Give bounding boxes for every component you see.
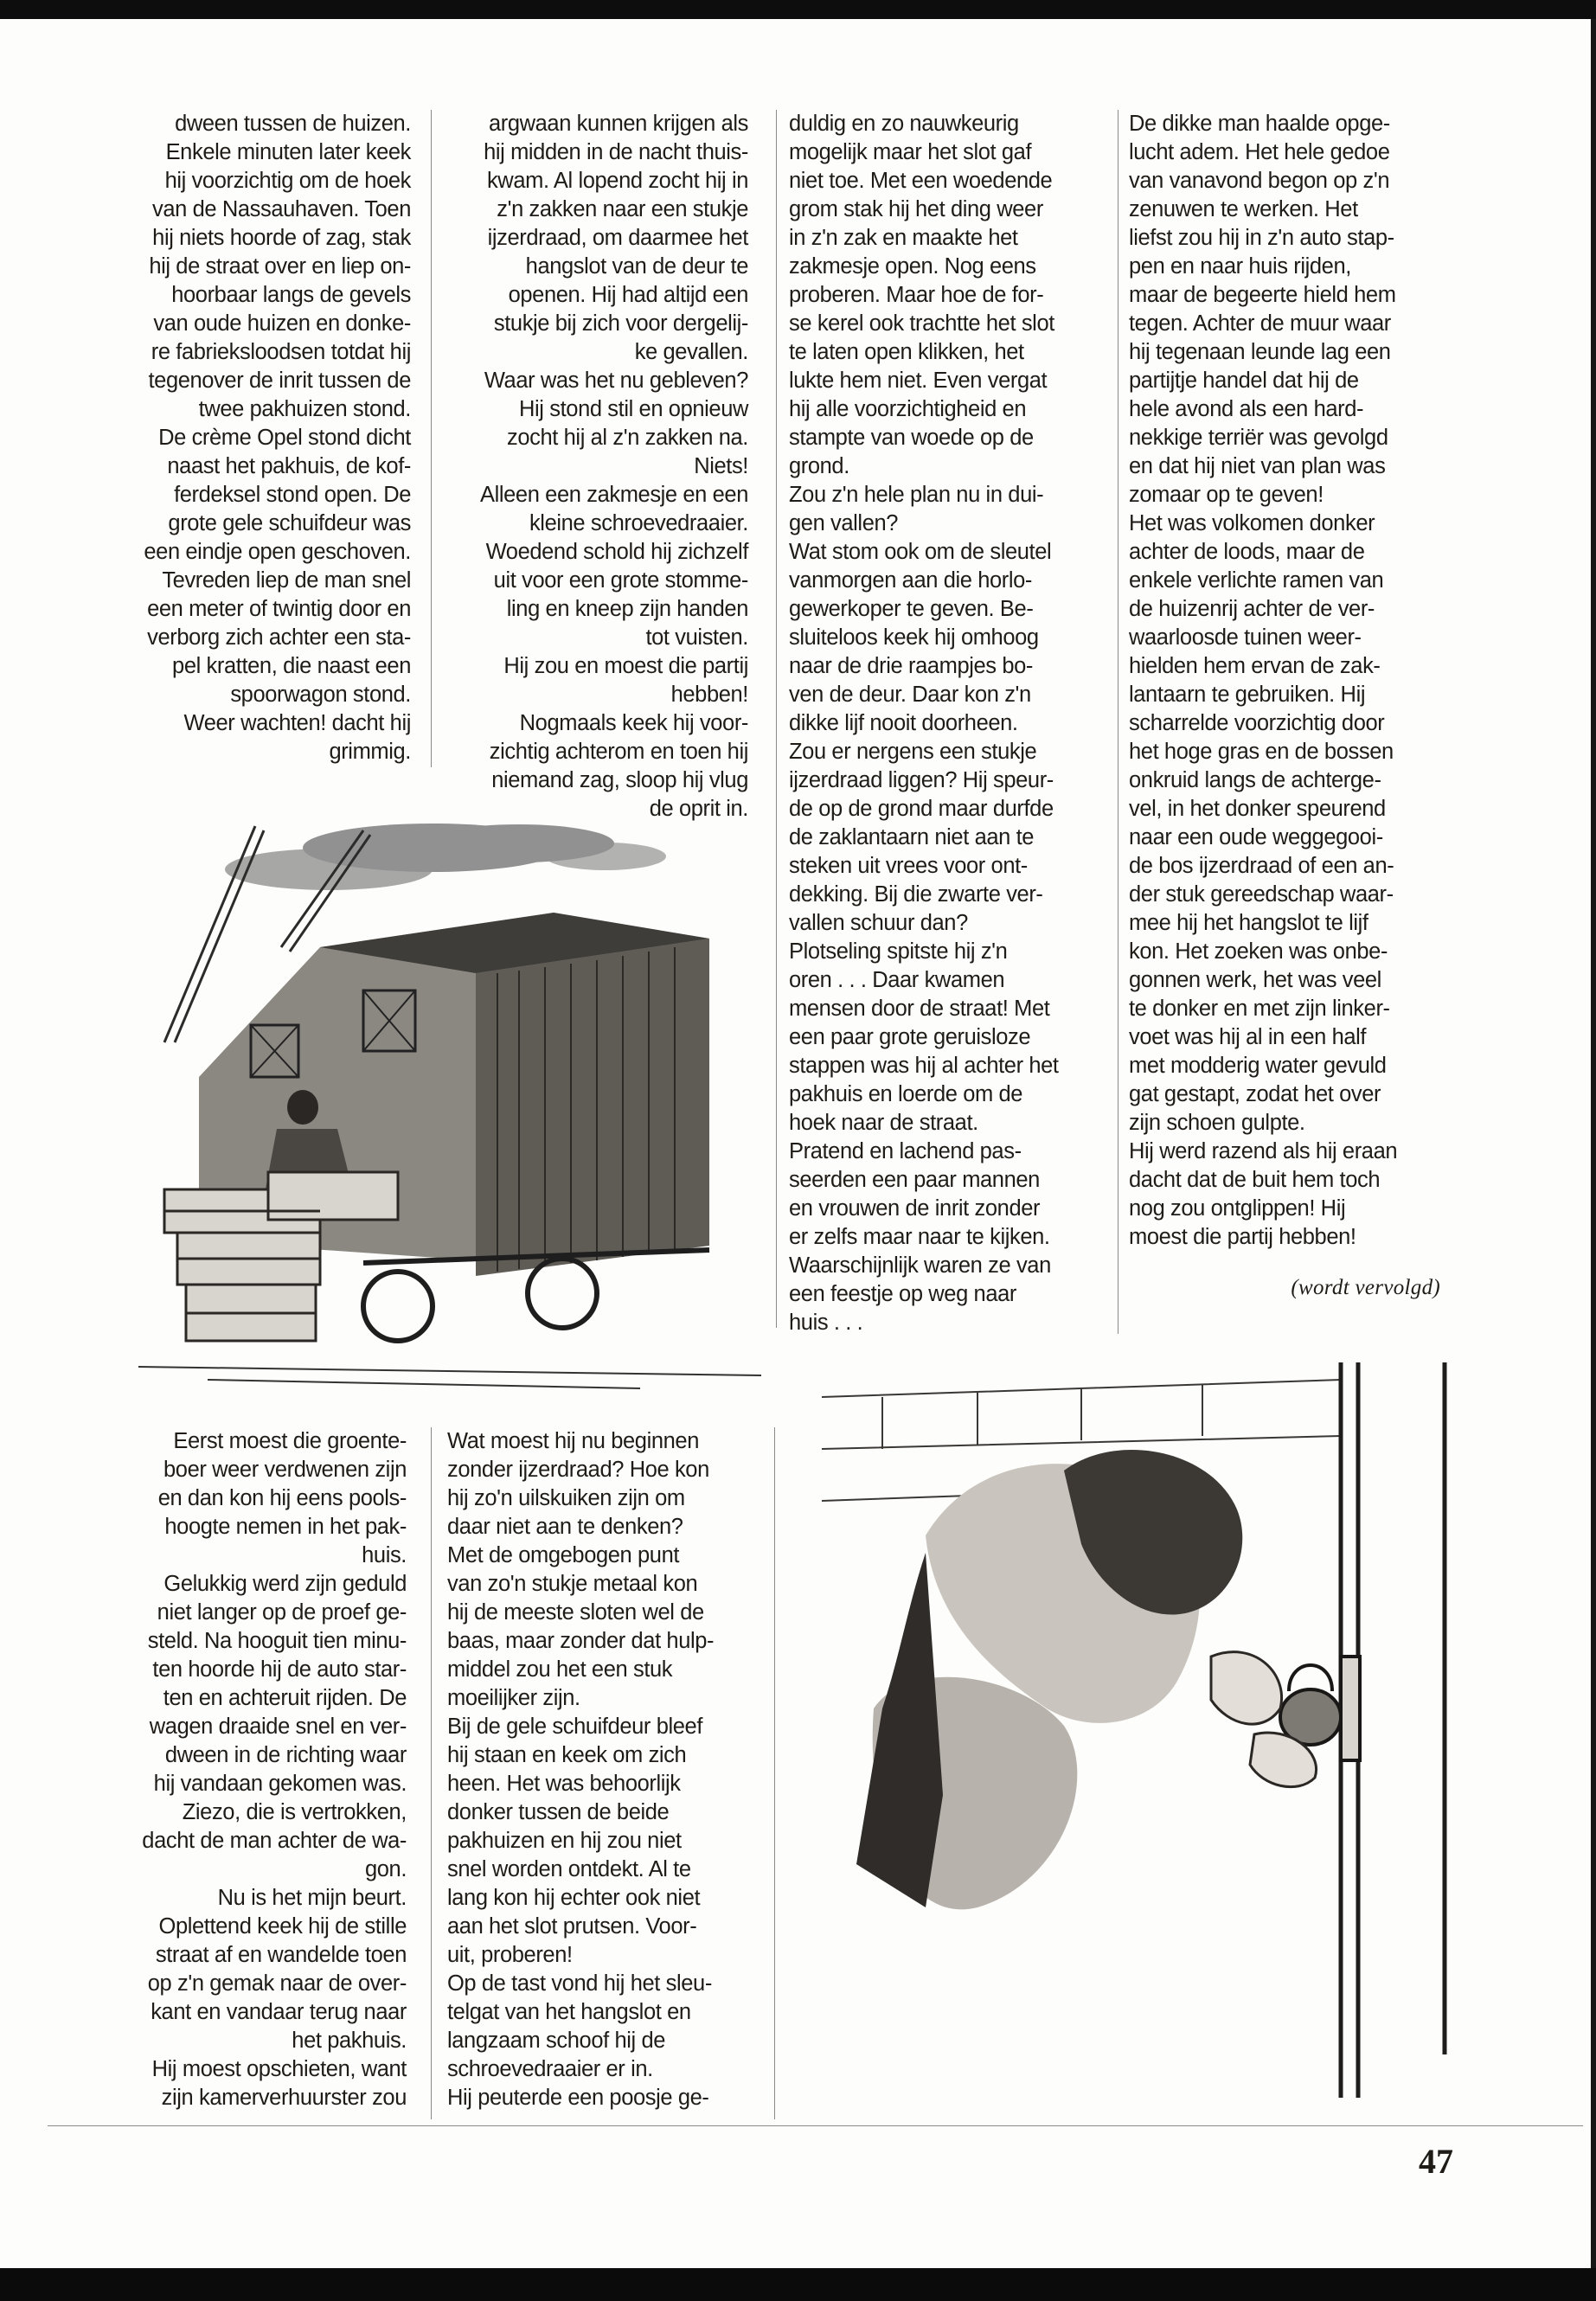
text-line: hoorbaar langs de gevels bbox=[171, 283, 411, 307]
text-line: wagen draaide snel en ver- bbox=[149, 1715, 407, 1739]
text-line: te donker en met zijn linker- bbox=[1129, 997, 1390, 1021]
text-line: zijn schoen gulpte. bbox=[1129, 1111, 1305, 1135]
text-line: voet was hij al in een half bbox=[1129, 1025, 1367, 1049]
text-line: een paar grote geruisloze bbox=[789, 1025, 1031, 1049]
text-line: op z'n gemak naar de over- bbox=[147, 1971, 407, 1996]
text-line: straat af en wandelde toen bbox=[155, 1943, 407, 1967]
text-line: uit, proberen! bbox=[447, 1943, 573, 1967]
text-line: dacht dat de buit hem toch bbox=[1129, 1168, 1381, 1192]
text-line: hij de straat over en liep on- bbox=[149, 254, 411, 279]
text-line: pakhuizen en hij zou niet bbox=[447, 1829, 682, 1853]
text-line: Nogmaals keek hij voor- bbox=[519, 711, 748, 735]
continued-note: (wordt vervolgd) bbox=[1291, 1276, 1440, 1299]
text-line: Niets! bbox=[694, 454, 748, 478]
text-line: schroevedraaier er in. bbox=[447, 2057, 653, 2081]
text-line: twee pakhuizen stond. bbox=[198, 397, 411, 421]
text-line: ten hoorde hij de auto star- bbox=[152, 1657, 407, 1682]
text-line: en dan kon hij eens pools- bbox=[157, 1486, 407, 1510]
text-line: Plotseling spitste hij z'n bbox=[789, 939, 1008, 964]
text-line: moest die partij hebben! bbox=[1129, 1225, 1356, 1249]
scan-border-top bbox=[0, 0, 1596, 19]
text-line: en vrouwen de inrit zonder bbox=[789, 1196, 1041, 1221]
text-line: tot vuisten. bbox=[645, 625, 748, 650]
text-line: achter de loods, maar de bbox=[1129, 540, 1365, 564]
text-line: dacht de man achter de wa- bbox=[142, 1829, 407, 1853]
text-line: Met de omgebogen punt bbox=[447, 1543, 680, 1567]
text-line: proberen. Maar hoe de for- bbox=[789, 283, 1044, 307]
text-line: Zou z'n hele plan nu in dui- bbox=[789, 483, 1044, 507]
scan-border-right bbox=[1591, 19, 1596, 2268]
text-line: van zo'n stukje metaal kon bbox=[447, 1572, 698, 1596]
smoke-cloud bbox=[225, 824, 666, 890]
text-line: dween in de richting waar bbox=[164, 1743, 407, 1767]
text-line: Op de tast vond hij het sleu- bbox=[447, 1971, 712, 1996]
text-line: spoorwagon stond. bbox=[230, 683, 411, 707]
text-line: hij staan en keek om zich bbox=[447, 1743, 687, 1767]
column-4 bbox=[1129, 110, 1440, 1252]
text-line: enkele verlichte ramen van bbox=[1129, 568, 1384, 593]
text-line: de zaklantaarn niet aan te bbox=[789, 825, 1035, 849]
text-line: Pratend en lachend pas- bbox=[789, 1139, 1022, 1163]
text-line: zocht hij al z'n zakken na. bbox=[507, 426, 748, 450]
top-column-1 bbox=[99, 110, 411, 766]
text-line: een feestje op weg naar bbox=[789, 1282, 1016, 1306]
text-line: stampte van woede op de bbox=[789, 426, 1034, 450]
text-line: een eindje open geschoven. bbox=[144, 540, 411, 564]
text-line: hangslot van de deur te bbox=[525, 254, 748, 279]
text-line: lukte hem niet. Even vergat bbox=[789, 369, 1048, 393]
text-line: ijzerdraad liggen? Hij speur- bbox=[789, 768, 1054, 792]
text-line: gonnen werk, het was veel bbox=[1129, 968, 1381, 992]
text-line: en dat hij niet van plan was bbox=[1129, 454, 1386, 478]
text-line: zichtig achterom en toen hij bbox=[489, 740, 748, 764]
text-line: daar niet aan te denken? bbox=[447, 1515, 683, 1539]
text-line: Ziezo, die is vertrokken, bbox=[182, 1800, 407, 1824]
text-line: De dikke man haalde opge- bbox=[1129, 112, 1390, 136]
text-line: hele avond als een hard- bbox=[1129, 397, 1364, 421]
text-line: grote gele schuifdeur was bbox=[168, 511, 411, 535]
text-line: grond. bbox=[789, 454, 849, 478]
text-line: Eerst moest die groente- bbox=[173, 1429, 407, 1453]
column-rule bbox=[431, 1427, 432, 2119]
text-line: Hij werd razend als hij eraan bbox=[1129, 1139, 1398, 1163]
text-line: Het was volkomen donker bbox=[1129, 511, 1375, 535]
bottom-column-2 bbox=[447, 1427, 759, 2112]
text-line: boer weer verdwenen zijn bbox=[163, 1458, 407, 1482]
text-line: Hij zou en moest die partij bbox=[503, 654, 748, 678]
page-number: 47 bbox=[1419, 2142, 1453, 2181]
text-line: hoogte nemen in het pak- bbox=[164, 1515, 407, 1539]
text-line: Tevreden liep de man snel bbox=[162, 568, 411, 593]
text-line: ijzerdraad, om daarmee het bbox=[487, 226, 748, 250]
column-rule bbox=[431, 110, 432, 767]
text-line: stappen was hij al achter het bbox=[789, 1054, 1059, 1078]
text-line: mensen door de straat! Met bbox=[789, 997, 1050, 1021]
text-line: Enkele minuten later keek bbox=[165, 140, 411, 164]
text-line: Gelukkig werd zijn geduld bbox=[163, 1572, 407, 1596]
text-line: kon. Het zoeken was onbe- bbox=[1129, 939, 1388, 964]
text-line: partijtje handel dat hij de bbox=[1129, 369, 1359, 393]
text-line: hielden hem ervan de zak- bbox=[1129, 654, 1381, 678]
text-line: hij midden in de nacht thuis- bbox=[484, 140, 748, 164]
text-line: pakhuis en loerde om de bbox=[789, 1082, 1023, 1106]
text-line: donker tussen de beide bbox=[447, 1800, 670, 1824]
text-line: hij tegenaan leunde lag een bbox=[1129, 340, 1391, 364]
text-line: de huizenrij achter de ver- bbox=[1129, 597, 1375, 621]
text-line: tegenover de inrit tussen de bbox=[148, 369, 411, 393]
text-line: uit voor een grote stomme- bbox=[493, 568, 748, 593]
text-line: er zelfs maar naar te kijken. bbox=[789, 1225, 1050, 1249]
text-line: moeilijker zijn. bbox=[447, 1686, 580, 1710]
text-line: Hij peuterde een poosje ge- bbox=[447, 2086, 709, 2110]
text-line: langzaam schoof hij de bbox=[447, 2029, 666, 2053]
text-line: vallen schuur dan? bbox=[789, 911, 968, 935]
text-line: z'n zakken naar een stukje bbox=[497, 197, 748, 221]
railway-wagon-illustration bbox=[104, 809, 779, 1406]
text-line: in z'n zak en maakte het bbox=[789, 226, 1018, 250]
text-line: niet langer op de proef ge- bbox=[157, 1600, 407, 1625]
text-line: sluiteloos keek hij omhoog bbox=[789, 625, 1039, 650]
text-line: oren . . . Daar kwamen bbox=[789, 968, 1005, 992]
text-line: het pakhuis. bbox=[292, 2029, 407, 2053]
text-line: De crème Opel stond dicht bbox=[158, 426, 411, 450]
text-line: huis . . . bbox=[789, 1311, 863, 1335]
text-line: een meter of twintig door en bbox=[147, 597, 411, 621]
text-line: aan het slot prutsen. Voor- bbox=[447, 1914, 697, 1939]
text-line: scharrelde voorzichtig door bbox=[1129, 711, 1385, 735]
text-line: heen. Het was behoorlijk bbox=[447, 1772, 681, 1796]
text-line: kant en vandaar terug naar bbox=[151, 2000, 407, 2024]
text-line: snel worden ontdekt. Al te bbox=[447, 1857, 691, 1881]
text-line: Hij moest opschieten, want bbox=[151, 2057, 407, 2081]
text-line: seerden een paar mannen bbox=[789, 1168, 1040, 1192]
text-line: niemand zag, sloop hij vlug bbox=[491, 768, 748, 792]
text-line: baas, maar zonder dat hulp- bbox=[447, 1629, 715, 1653]
text-line: Wat stom ook om de sleutel bbox=[789, 540, 1052, 564]
text-line: waarloosde tuinen weer- bbox=[1129, 625, 1362, 650]
text-line: hij niets hoorde of zag, stak bbox=[152, 226, 411, 250]
text-line: gewerkoper te geven. Be- bbox=[789, 597, 1034, 621]
text-line: Bij de gele schuifdeur bleef bbox=[447, 1715, 702, 1739]
text-line: vanmorgen aan die horlo- bbox=[789, 568, 1032, 593]
text-line: ke gevallen. bbox=[634, 340, 748, 364]
text-line: mogelijk maar het slot gaf bbox=[789, 140, 1032, 164]
text-line: Waarschijnlijk waren ze van bbox=[789, 1253, 1051, 1278]
text-line: lucht adem. Het hele gedoe bbox=[1129, 140, 1390, 164]
text-line: zomaar op te geven! bbox=[1129, 483, 1324, 507]
text-line: nekkige terriër was gevolgd bbox=[1129, 426, 1388, 450]
text-line: hij zo'n uilskuiken zijn om bbox=[447, 1486, 685, 1510]
text-line: zakmesje open. Nog eens bbox=[789, 254, 1036, 279]
text-line: Weer wachten! dacht hij bbox=[183, 711, 411, 735]
text-line: zijn kamerverhuurster zou bbox=[161, 2086, 407, 2110]
text-line: stukje bij zich voor dergelij- bbox=[493, 311, 748, 336]
text-line: Hij stond stil en opnieuw bbox=[519, 397, 748, 421]
text-line: te laten open klikken, het bbox=[789, 340, 1024, 364]
text-line: hij de meeste sloten wel de bbox=[447, 1600, 704, 1625]
text-line: steken uit vrees voor ont- bbox=[789, 854, 1028, 878]
text-line: telgat van het hangslot en bbox=[447, 2000, 691, 2024]
text-line: steld. Na hooguit tien minu- bbox=[147, 1629, 407, 1653]
text-line: lang kon hij echter ook niet bbox=[447, 1886, 701, 1910]
column-rule bbox=[774, 1427, 775, 2119]
text-line: duldig en zo nauwkeurig bbox=[789, 112, 1019, 136]
text-line: verborg zich achter een sta- bbox=[147, 625, 411, 650]
text-line: de oprit in. bbox=[649, 797, 748, 821]
text-line: van vanavond begon op z'n bbox=[1129, 169, 1390, 193]
text-line: pen en naar huis rijden, bbox=[1129, 254, 1351, 279]
text-line: huis. bbox=[362, 1543, 407, 1567]
text-line: onkruid langs de achterge- bbox=[1129, 768, 1381, 792]
scan-border-bottom bbox=[0, 2268, 1596, 2301]
bottom-rule bbox=[48, 2125, 1583, 2126]
text-line: openen. Hij had altijd een bbox=[508, 283, 748, 307]
text-line: middel zou het een stuk bbox=[447, 1657, 673, 1682]
text-line: hij voorzichtig om de hoek bbox=[164, 169, 411, 193]
text-line: naar de drie raampjes bo- bbox=[789, 654, 1033, 678]
text-line: de bos ijzerdraad of een an- bbox=[1129, 854, 1394, 878]
text-line: ven de deur. Daar kon z'n bbox=[789, 683, 1031, 707]
text-line: se kerel ook trachtte het slot bbox=[789, 311, 1054, 336]
text-line: de op de grond maar durfde bbox=[789, 797, 1054, 821]
text-line: gon. bbox=[364, 1857, 407, 1881]
top-column-2 bbox=[437, 110, 748, 824]
text-line: met modderig water gevuld bbox=[1129, 1054, 1387, 1078]
text-line: zenuwen te werken. Het bbox=[1129, 197, 1358, 221]
text-line: van de Nassauhaven. Toen bbox=[152, 197, 411, 221]
text-line: kwam. Al lopend zocht hij in bbox=[486, 169, 748, 193]
text-line: van oude huizen en donke- bbox=[153, 311, 411, 336]
text-line: grom stak hij het ding weer bbox=[789, 197, 1043, 221]
bottom-column-1 bbox=[95, 1427, 407, 2112]
padlock-illustration bbox=[804, 1345, 1462, 2115]
text-line: dween tussen de huizen. bbox=[175, 112, 411, 136]
text-line: lantaarn te gebruiken. Hij bbox=[1129, 683, 1366, 707]
text-line: hij alle voorzichtigheid en bbox=[789, 397, 1027, 421]
text-line: dikke lijf nooit doorheen. bbox=[789, 711, 1018, 735]
text-line: tegen. Achter de muur waar bbox=[1129, 311, 1391, 336]
text-line: zonder ijzerdraad? Hoe kon bbox=[447, 1458, 709, 1482]
text-line: re fabrieksloodsen totdat hij bbox=[151, 340, 411, 364]
text-line: maar de begeerte hield hem bbox=[1129, 283, 1396, 307]
text-line: ten en achteruit rijden. De bbox=[163, 1686, 407, 1710]
text-line: niet toe. Met een woedende bbox=[789, 169, 1053, 193]
text-line: naast het pakhuis, de kof- bbox=[167, 454, 411, 478]
text-line: Alleen een zakmesje en een bbox=[480, 483, 748, 507]
ground-strokes bbox=[138, 1367, 761, 1388]
text-line: Oplettend keek hij de stille bbox=[158, 1914, 407, 1939]
text-line: pel kratten, die naast een bbox=[172, 654, 411, 678]
text-line: mee hij het hangslot te lijf bbox=[1129, 911, 1368, 935]
text-line: hij vandaan gekomen was. bbox=[153, 1772, 407, 1796]
text-line: dekking. Bij die zwarte ver- bbox=[789, 882, 1043, 907]
text-line: Nu is het mijn beurt. bbox=[217, 1886, 407, 1910]
text-line: kleine schroevedraaier. bbox=[529, 511, 748, 535]
text-line: hebben! bbox=[670, 683, 748, 707]
text-line: nog zou ontglippen! Hij bbox=[1129, 1196, 1346, 1221]
text-line: vel, in het donker speurend bbox=[1129, 797, 1386, 821]
text-line: naar een oude weggegooi- bbox=[1129, 825, 1383, 849]
text-line: ferdeksel stond open. De bbox=[174, 483, 411, 507]
text-line: Waar was het nu gebleven? bbox=[484, 369, 748, 393]
man-figure bbox=[856, 1450, 1242, 1909]
text-line: gat gestapt, zodat het over bbox=[1129, 1082, 1381, 1106]
text-line: grimmig. bbox=[329, 740, 411, 764]
text-line: Woedend schold hij zichzelf bbox=[485, 540, 748, 564]
text-line: liefst zou hij in z'n auto stap- bbox=[1129, 226, 1394, 250]
column-3 bbox=[789, 110, 1100, 1337]
text-line: hoek naar de straat. bbox=[789, 1111, 978, 1135]
text-line: ling en kneep zijn handen bbox=[506, 597, 748, 621]
text-line: Zou er nergens een stukje bbox=[789, 740, 1037, 764]
text-line: der stuk gereedschap waar- bbox=[1129, 882, 1394, 907]
text-line: het hoge gras en de bossen bbox=[1129, 740, 1394, 764]
text-line: argwaan kunnen krijgen als bbox=[488, 112, 748, 136]
text-line: gen vallen? bbox=[789, 511, 899, 535]
text-line: Wat moest hij nu beginnen bbox=[447, 1429, 699, 1453]
